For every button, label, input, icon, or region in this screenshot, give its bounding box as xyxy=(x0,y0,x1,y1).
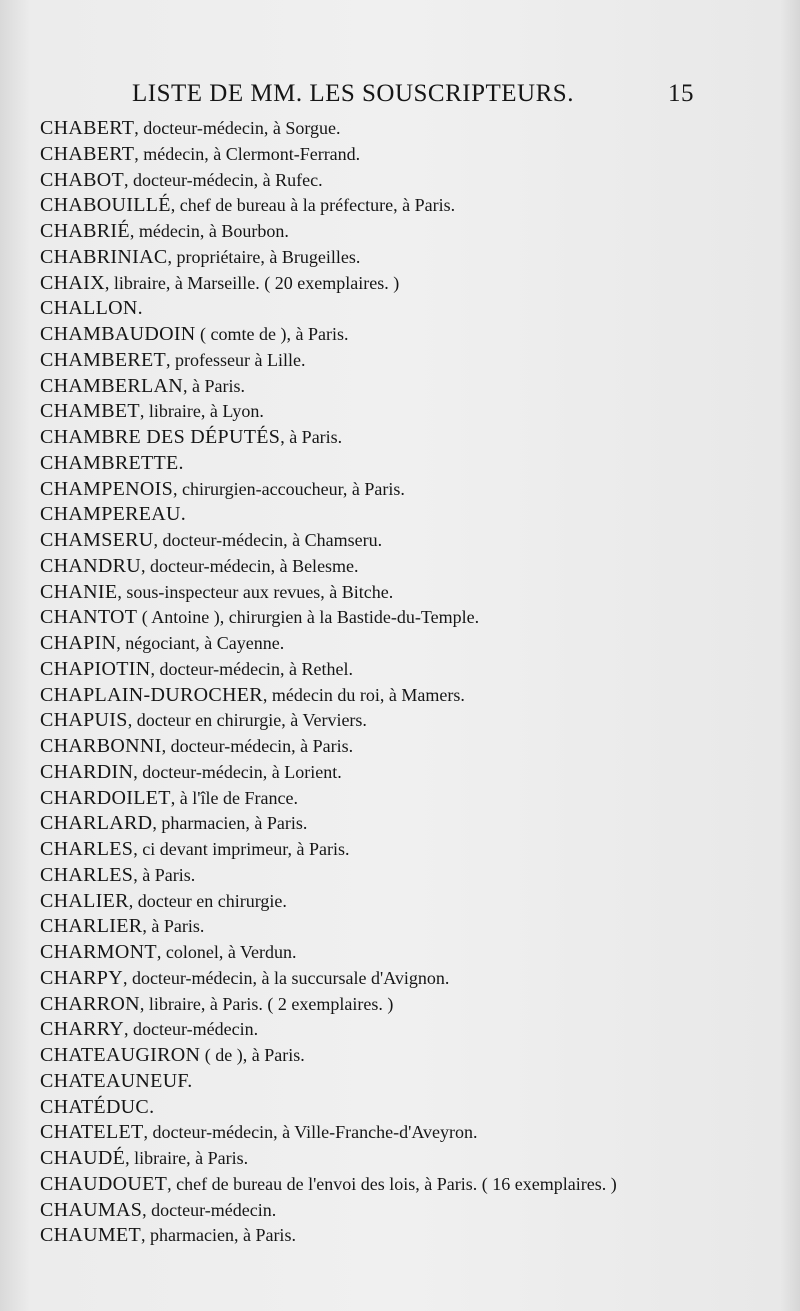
subscriber-name: CHAMBAUDOIN xyxy=(40,323,196,345)
subscriber-name: CHARLES xyxy=(40,863,134,886)
list-item xyxy=(40,554,780,580)
list-item xyxy=(40,142,780,168)
subscriber-description: , docteur-médecin. xyxy=(124,1019,259,1040)
subscriber-description: , à Paris. xyxy=(183,375,246,396)
subscriber-name: CHABRIÉ xyxy=(40,220,130,242)
subscriber-name: CHAUMET xyxy=(40,1224,141,1247)
subscriber-name: CHAMBRE DES DÉPUTÉS xyxy=(40,426,281,448)
subscriber-description: , libraire, à Paris. xyxy=(125,1148,249,1168)
subscriber-description: , chef de bureau à la préfecture, à Paris. xyxy=(170,195,456,216)
list-item xyxy=(40,425,780,451)
list-item xyxy=(40,374,780,400)
subscriber-description: , docteur en chirurgie. xyxy=(128,890,287,911)
subscriber-description: , à l'île de France. xyxy=(170,787,298,808)
subscriber-name: CHAPUIS xyxy=(40,709,128,732)
list-item xyxy=(40,786,780,812)
subscriber-name: CHARBONNI xyxy=(40,735,162,757)
list-item xyxy=(40,1120,780,1146)
subscriber-name: CHAMPENOIS xyxy=(40,477,174,500)
subscriber-description: , médecin, à Bourbon. xyxy=(129,221,289,241)
subscriber-description: , docteur-médecin, à Rufec. xyxy=(124,169,323,190)
subscriber-name: CHAPIOTIN xyxy=(40,657,151,680)
list-item xyxy=(40,863,780,889)
list-item xyxy=(40,1198,780,1224)
subscriber-description: , médecin, à Clermont-Ferrand. xyxy=(134,143,361,164)
subscriber-description: , docteur-médecin, à la succursale d'Avignon. xyxy=(122,967,450,988)
subscriber-list xyxy=(40,116,780,1249)
list-item xyxy=(40,116,780,142)
list-item xyxy=(40,1043,780,1069)
subscriber-name: CHATEAUGIRON xyxy=(40,1044,201,1066)
subscriber-name: CHAUMAS xyxy=(40,1198,143,1221)
subscriber-name: CHARDOILET xyxy=(40,786,171,809)
subscriber-description: , docteur-médecin, à Belesme. xyxy=(141,555,359,576)
subscriber-name: CHAPLAIN-DUROCHER xyxy=(40,683,263,706)
list-item xyxy=(40,528,780,554)
subscriber-name: CHANTOT xyxy=(40,606,138,629)
list-item xyxy=(40,399,780,425)
list-item xyxy=(40,914,780,940)
subscriber-name: CHATEAUNEUF. xyxy=(40,1069,193,1092)
subscriber-description: , docteur-médecin, à Lorient. xyxy=(133,761,342,782)
subscriber-name: CHATELET xyxy=(40,1121,144,1144)
subscriber-name: CHARLARD xyxy=(40,812,153,835)
subscriber-name: CHALLON. xyxy=(40,297,143,320)
subscriber-name: CHAMBRETTE. xyxy=(40,451,184,474)
list-item xyxy=(40,811,780,837)
subscriber-description: , libraire, à Paris. ( 2 exemplaires. ) xyxy=(139,993,394,1014)
subscriber-name: CHARPY xyxy=(40,966,123,989)
subscriber-name: CHAPIN xyxy=(40,632,117,654)
subscriber-description: , docteur-médecin. xyxy=(142,1199,277,1220)
subscriber-name: CHAUDOUET xyxy=(40,1172,168,1195)
page-number: 15 xyxy=(668,80,694,107)
subscriber-name: CHARLES xyxy=(40,838,134,860)
subscriber-name: CHAMSERU xyxy=(40,529,154,551)
subscriber-description: , docteur-médecin, à Paris. xyxy=(161,736,354,756)
list-item xyxy=(40,992,780,1018)
subscriber-description: , négociant, à Cayenne. xyxy=(116,633,285,653)
list-item xyxy=(40,940,780,966)
list-item xyxy=(40,1017,780,1043)
list-item xyxy=(40,760,780,786)
subscriber-description: , docteur en chirurgie, à Verviers. xyxy=(127,710,367,731)
list-item xyxy=(40,271,780,297)
list-item xyxy=(40,477,780,503)
subscriber-name: CHABRINIAC xyxy=(40,245,168,268)
subscriber-description: , docteur-médecin, à Rethel. xyxy=(150,658,354,679)
subscriber-description: , chef de bureau de l'envoi des lois, à Paris. ( 16 exemplaires. ) xyxy=(167,1173,617,1194)
subscriber-description: , propriétaire, à Brugeilles. xyxy=(167,246,361,267)
list-item xyxy=(40,1095,780,1121)
subscriber-name: CHARRON xyxy=(40,992,140,1015)
subscriber-name: CHABERT xyxy=(40,142,135,165)
list-item xyxy=(40,631,780,657)
subscriber-name: CHABERT xyxy=(40,117,135,139)
subscriber-name: CHAMPEREAU. xyxy=(40,503,187,526)
subscriber-description: , docteur-médecin, à Ville-Franche-d'Aveyron. xyxy=(143,1122,478,1143)
list-item xyxy=(40,657,780,683)
list-item xyxy=(40,966,780,992)
subscriber-description: , libraire, à Marseille. ( 20 exemplaires. ) xyxy=(104,272,400,293)
list-item xyxy=(40,1172,780,1198)
subscriber-name: CHABOUILLÉ xyxy=(40,194,171,217)
subscriber-description: , à Paris. xyxy=(142,916,205,937)
subscriber-name: CHAUDÉ xyxy=(40,1147,126,1169)
list-item xyxy=(40,502,780,528)
list-item xyxy=(40,683,780,709)
subscriber-name: CHARDIN xyxy=(40,760,134,783)
subscriber-name: CHATÉDUC. xyxy=(40,1095,155,1118)
subscriber-description: , sous-inspecteur aux revues, à Bitche. xyxy=(117,581,394,602)
subscriber-name: CHANIE xyxy=(40,580,118,603)
list-item xyxy=(40,708,780,734)
list-item xyxy=(40,219,780,245)
subscriber-description: , docteur-médecin, à Chamseru. xyxy=(153,530,383,550)
subscriber-description: ( Antoine ), chirurgien à la Bastide-du-Temple. xyxy=(137,607,480,628)
list-item xyxy=(40,245,780,271)
subscriber-description: , pharmacien, à Paris. xyxy=(141,1225,296,1246)
subscriber-description: , libraire, à Lyon. xyxy=(139,401,264,422)
subscriber-name: CHAMBET xyxy=(40,400,140,423)
subscriber-description: , colonel, à Verdun. xyxy=(156,942,297,962)
list-item xyxy=(40,193,780,219)
subscriber-description: , médecin du roi, à Mamers. xyxy=(262,684,465,705)
subscriber-description: , professeur à Lille. xyxy=(166,349,306,370)
subscriber-name: CHABOT xyxy=(40,168,125,191)
subscriber-description: , à Paris. xyxy=(280,427,343,447)
subscriber-name: CHARLIER xyxy=(40,915,143,938)
list-item xyxy=(40,605,780,631)
subscriber-name: CHARMONT xyxy=(40,941,157,963)
subscriber-name: CHAIX xyxy=(40,271,105,294)
subscriber-name: CHANDRU xyxy=(40,554,141,577)
list-item xyxy=(40,168,780,194)
subscriber-name: CHARRY xyxy=(40,1018,125,1041)
subscriber-description: ( comte de ), à Paris. xyxy=(195,324,349,344)
list-item xyxy=(40,734,780,760)
subscriber-name: CHAMBERET xyxy=(40,348,167,371)
list-item xyxy=(40,451,780,477)
subscriber-description: , ci devant imprimeur, à Paris. xyxy=(133,839,350,859)
list-item xyxy=(40,348,780,374)
list-item xyxy=(40,837,780,863)
list-item xyxy=(40,1146,780,1172)
subscriber-description: , docteur-médecin, à Sorgue. xyxy=(134,118,341,138)
list-item xyxy=(40,889,780,915)
subscriber-name: CHALIER xyxy=(40,889,129,912)
list-item xyxy=(40,296,780,322)
subscriber-name: CHAMBERLAN xyxy=(40,374,184,397)
subscriber-description: , pharmacien, à Paris. xyxy=(152,813,308,834)
list-item xyxy=(40,1223,780,1249)
subscriber-description: , à Paris. xyxy=(133,864,196,885)
list-item xyxy=(40,322,780,348)
list-item xyxy=(40,1069,780,1095)
page-title: LISTE DE MM. LES SOUSCRIPTEURS. xyxy=(132,80,574,107)
subscriber-description: ( de ), à Paris. xyxy=(200,1045,305,1065)
list-item xyxy=(40,580,780,606)
subscriber-description: , chirurgien-accoucheur, à Paris. xyxy=(173,478,405,499)
